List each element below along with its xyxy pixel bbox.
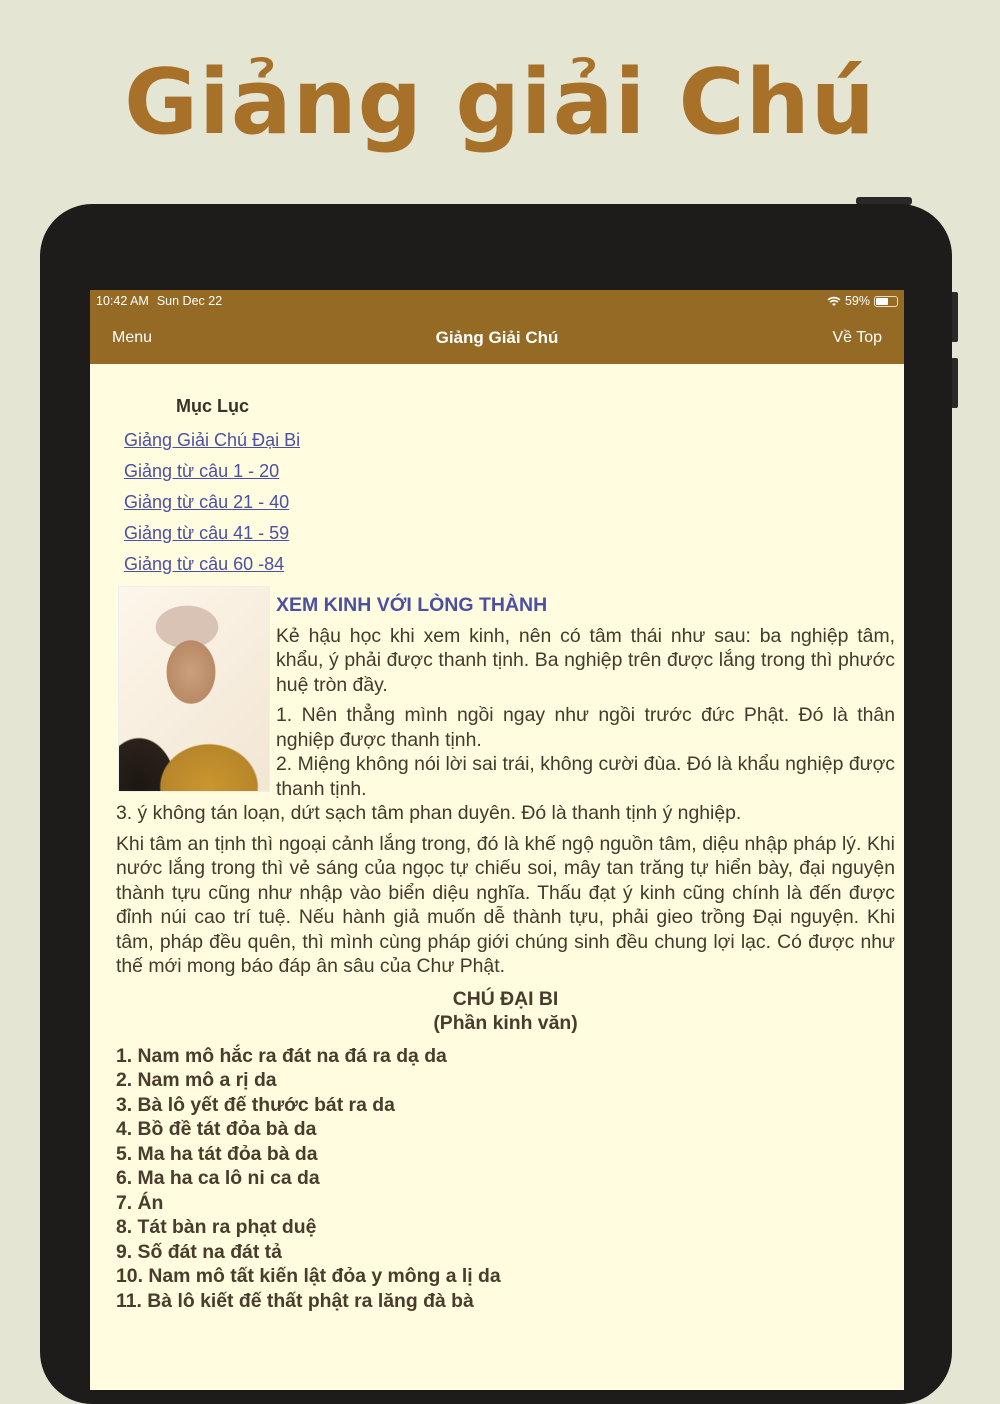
toc-link[interactable]: Giảng từ câu 60 -84 bbox=[124, 553, 285, 574]
article-content bbox=[90, 364, 904, 1313]
mantra-line: 5. Ma ha tát đỏa bà da bbox=[116, 1142, 318, 1165]
status-bar bbox=[90, 290, 904, 312]
battery-icon bbox=[874, 296, 898, 307]
toc-link[interactable]: Giảng từ câu 21 - 40 bbox=[124, 491, 290, 512]
toc-link[interactable]: Giảng Giải Chú Đại Bi bbox=[124, 429, 301, 450]
nav-bar bbox=[90, 312, 904, 364]
promo-title: Giảng giải Chú bbox=[124, 50, 876, 155]
mantra-line: 6. Ma ha ca lô ni ca da bbox=[116, 1167, 320, 1189]
point-paragraph: 1. Nên thẳng mình ngồi ngay như ngồi trước đức Phật. Đó là thân nghiệp được thanh tịnh. bbox=[276, 704, 895, 751]
intro-paragraph: Kẻ hậu học khi xem kinh, nên có tâm thái như sau: ba nghiệp tâm, khẩu, ý phải được thanh tịnh. Ba nghiệp trên được lắng trong thì phước huệ tròn đầy. bbox=[276, 624, 895, 696]
toc-link[interactable]: Giảng từ câu 41 - 59 bbox=[124, 522, 290, 543]
mantra-line: 8. Tát bàn ra phạt duệ bbox=[116, 1216, 317, 1238]
battery-percent: 59% bbox=[844, 294, 870, 308]
app-screen bbox=[90, 290, 904, 1390]
point-paragraph: 3. ý không tán loạn, dứt sạch tâm phan duyên. Đó là thanh tịnh ý nghiệp. bbox=[116, 802, 742, 824]
volume-down-button bbox=[951, 358, 958, 408]
mantra-line: 1. Nam mô hắc ra đát na đá ra dạ da bbox=[116, 1044, 447, 1067]
body-paragraph: Khi tâm an tịnh thì ngoại cảnh lắng trong, đó là khế ngộ nguồn tâm, diệu nhập pháp lý. Khi nước lắng trong thì vẻ sáng của ngọc tự chiếu soi, mây tan trăng tự hiển bày, đại nguyện thành tựu cũng như nhập vào biển diệu nghĩa. Thấu đạt ý kinh cũng chính là đến được đỉnh núi cao trí tuệ. Nếu hành giả muốn dễ thành tựu, phải gieo trồng Đại nguyện. Khi tâm, pháp đều quên, thì mình cùng pháp giới chúng sinh đều chung lợi lạc. Có được như thế mới mong báo đáp ân sâu của Chư Phật. bbox=[116, 832, 895, 977]
status-date: Sun Dec 22 bbox=[156, 294, 223, 308]
point-paragraph: 2. Miệng không nói lời sai trái, không cười đùa. Đó là khẩu nghiệp được thanh tịnh. bbox=[276, 753, 895, 800]
mantra-line: 9. Số đát na đát tả bbox=[116, 1240, 282, 1263]
article-heading: XEM KINH VỚI LÒNG THÀNH bbox=[276, 593, 548, 616]
mantra-line: 11. Bà lô kiết đế thất phật ra lăng đà bà bbox=[116, 1289, 474, 1312]
table-of-contents bbox=[116, 425, 895, 580]
mantra-line: 3. Bà lô yết đế thước bát ra da bbox=[116, 1093, 395, 1116]
mantra-line: 7. Án bbox=[116, 1191, 164, 1214]
back-to-top-button[interactable]: Về Top bbox=[832, 329, 882, 346]
mantra-line: 2. Nam mô a rị da bbox=[116, 1069, 277, 1091]
toc-link[interactable]: Giảng từ câu 1 - 20 bbox=[124, 460, 280, 481]
wifi-icon bbox=[827, 296, 841, 307]
menu-button[interactable]: Menu bbox=[112, 329, 153, 346]
mantra-line: 4. Bồ đề tát đỏa bà da bbox=[116, 1118, 317, 1140]
toc-title: Mục Lục bbox=[176, 396, 250, 416]
volume-up-button bbox=[951, 292, 958, 342]
status-time: 10:42 AM bbox=[96, 294, 149, 308]
chu-subtitle: (Phần kinh văn) bbox=[433, 1012, 578, 1034]
mantra-list bbox=[116, 1044, 895, 1314]
nav-title: Giảng Giải Chú bbox=[435, 328, 559, 347]
chu-title: CHÚ ĐẠI BI bbox=[452, 987, 559, 1010]
mantra-line: 10. Nam mô tất kiến lật đỏa y mông a lị da bbox=[116, 1265, 501, 1287]
monk-portrait-image bbox=[118, 586, 270, 792]
